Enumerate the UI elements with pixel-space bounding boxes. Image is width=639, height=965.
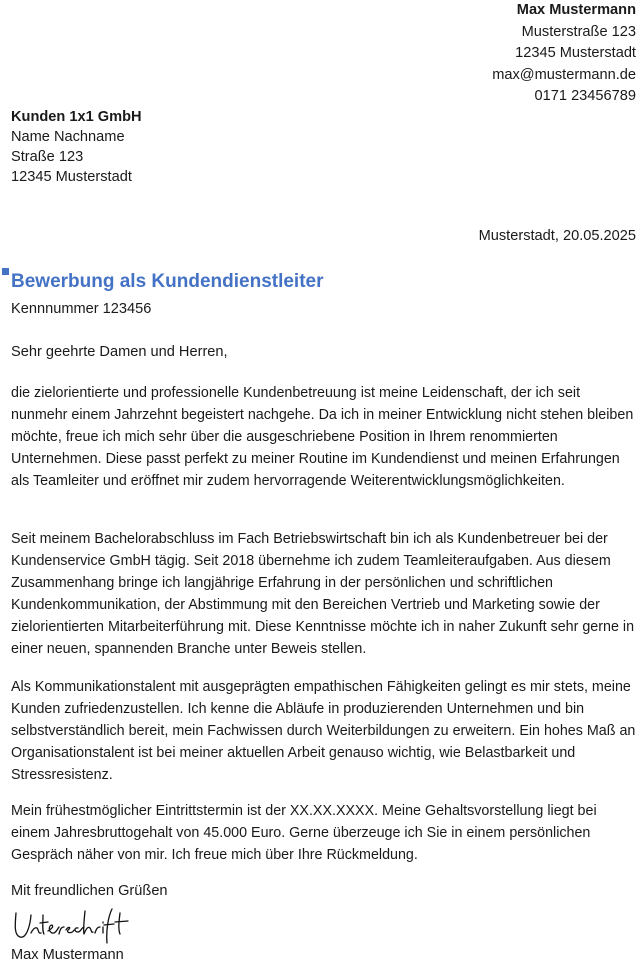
sender-phone: 0171 23456789	[534, 88, 636, 105]
salutation: Sehr geehrte Damen und Herren,	[11, 344, 228, 360]
subject-marker	[2, 268, 9, 275]
sender-city: 12345 Musterstadt	[515, 45, 636, 62]
closing: Mit freundlichen Grüßen	[11, 883, 168, 899]
body-paragraph: Mein frühestmöglicher Eintrittstermin ist der XX.XX.XXXX. Meine Gehaltsvorstellung liegt bei einem Jahresbruttogehalt von 45.000 Euro. Gerne überzeuge ich Sie in einem persönlichen Gespräch näher von mir. Ich freue mich über Ihre Rückmeldung.	[11, 803, 597, 863]
recipient-company: Kunden 1x1 GmbH	[11, 109, 142, 125]
sender-email: max@mustermann.de	[492, 66, 636, 83]
letter-date: Musterstadt, 20.05.2025	[478, 228, 636, 244]
sender-address	[492, 0, 636, 108]
body-paragraph: Als Kommunikationstalent mit ausgeprägten empathischen Fähigkeiten gelingt es mir stets, meine Kunden zufriedenzustellen. Ich kenne die Abläufe in produzierenden Unternehmen und bin selbstverständlich bereit, mein Fachwissen durch Weiterbildungen zu erweitern. Ein hohes Maß an Organisationstalent ist bei meiner aktuellen Arbeit genauso wichtig, wie Belastbarkeit und Stressresistenz.	[11, 679, 636, 783]
reference-number: Kennnummer 123456	[11, 301, 152, 317]
recipient-city: 12345 Musterstadt	[11, 169, 132, 185]
body-paragraph: die zielorientierte und professionelle Kundenbetreuung ist meine Leidenschaft, der ich seit nunmehr einem Jahrzehnt begeistert nachgehe. Da ich in meiner Entwicklung nicht stehen bleiben möchte, freue ich mich sehr über die ausgeschriebene Position in Ihrem renommierten Unternehmen. Diese passt perfekt zu meiner Routine im Kundendienst und meinen Erfahrungen als Teamleiter und eröffnet mir zudem hervorragende Weiterentwicklungsmöglichkeiten.	[11, 385, 634, 489]
signature	[10, 903, 135, 947]
signer-name: Max Mustermann	[11, 947, 124, 963]
sender-street: Musterstraße 123	[521, 23, 636, 40]
body-paragraph: Seit meinem Bachelorabschluss im Fach Betriebswirtschaft bin ich als Kundenbetreuer bei der Kundenservice GmbH tägig. Seit 2018 übernehme ich zudem Teamleiteraufgaben. Aus diesem Zusammenhang bringe ich langjährige Erfahrung in der persönlichen und schriftlichen Kundenkommunikation, der Abstimmung mit den Bereichen Vertrieb und Marketing sowie der zielorientierten Mitarbeiterführung mit. Diese Kenntnisse möchte ich in naher Zukunft sehr gerne in einer neuen, spannenden Branche unter Beweis stellen.	[11, 531, 635, 657]
sender-name: Max Mustermann	[516, 2, 636, 18]
recipient-contact: Name Nachname	[11, 129, 125, 145]
letter-subject: Bewerbung als Kundendienstleiter	[11, 271, 324, 292]
recipient-street: Straße 123	[11, 149, 84, 165]
recipient-address	[11, 107, 142, 187]
